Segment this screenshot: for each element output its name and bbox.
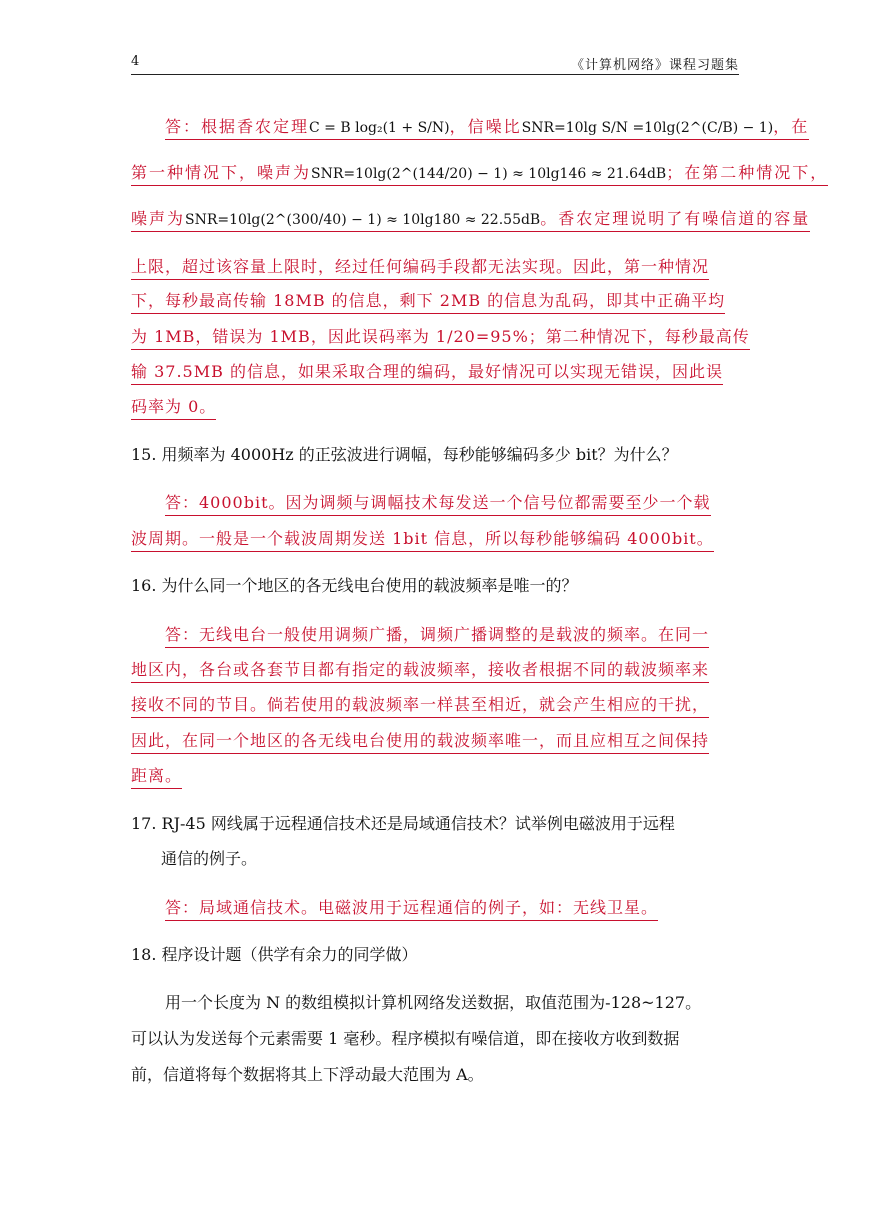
answer-14-text-line: 输 37.5MB 的信息，如果采取合理的编码，最好情况可以实现无错误，因此误 <box>131 362 723 385</box>
answer-14-line-1 <box>165 116 809 139</box>
question-16: 16. 为什么同一个地区的各无线电台使用的载波频率是唯一的？ <box>131 576 578 595</box>
question-18: 18. 程序设计题（供学有余力的同学做） <box>131 945 418 964</box>
answer-15-text-line: 波周期。一般是一个载波周期发送 1bit 信息，所以每秒能够编码 4000bit。 <box>131 529 714 552</box>
answer-14-line-4 <box>131 256 709 278</box>
answer-14-text-5: 噪声为 <box>131 209 185 232</box>
formula-case-2: SNR=10lg(2^(300/40) − 1) ≈ 10lg180 ≈ 22.55dB <box>185 212 540 232</box>
answer-15-text-line: 答：4000bit。因为调频与调幅技术每发送一个信号位都需要至少一个载 <box>165 493 711 516</box>
answer-14-line-8 <box>131 396 216 418</box>
answer-14-text-3: 第一种情况下，噪声为 <box>131 163 311 186</box>
answer-14-text-line: 上限，超过该容量上限时，经过任何编码手段都无法实现。因此，第一种情况 <box>131 257 709 280</box>
answer-14-text-line: 下，每秒最高传输 18MB 的信息，剩下 2MB 的信息为乱码，即其中正确平均 <box>131 291 725 314</box>
question-17-line-1: 17. RJ-45 网线属于远程通信技术还是局域通信技术？试举例电磁波用于远程 <box>131 814 675 833</box>
page-header <box>131 52 739 75</box>
formula-snr: SNR=10lg S/N =10lg(2^(C/B) − 1) <box>522 120 774 140</box>
answer-16-text-line: 距离。 <box>131 766 182 789</box>
answer-16-line-2 <box>131 659 709 681</box>
answer-16-line-5 <box>131 765 182 787</box>
answer-17 <box>165 897 658 919</box>
answer-16-line-4 <box>131 730 709 752</box>
formula-shannon: C = B log₂(1 + S/N) <box>309 120 450 140</box>
answer-16-text-line: 地区内，各台或各套节目都有指定的载波频率，接收者根据不同的载波频率来 <box>131 660 709 683</box>
answer-16-line-1 <box>165 624 709 646</box>
answer-14-text-line: 为 1MB，错误为 1MB，因此误码率为 1/20=95%；第二种情况下，每秒最高传 <box>131 327 750 350</box>
question-17-line-2: 通信的例子。 <box>161 849 258 868</box>
page-number: 4 <box>131 54 140 69</box>
question-18-body-line-2: 可以认为发送每个元素需要 1 毫秒。程序模拟有噪信道，即在接收方收到数据 <box>131 1029 680 1048</box>
answer-14-text-4: ；在第二种情况下， <box>666 163 828 186</box>
answer-14-line-2 <box>131 162 828 185</box>
question-18-body-line-3: 前，信道将每个数据将其上下浮动最大范围为 A。 <box>131 1065 484 1084</box>
answer-16-text-line: 答：无线电台一般使用调频广播，调频广播调整的是载波的频率。在同一 <box>165 625 709 648</box>
answer-14-line-3 <box>131 208 810 231</box>
question-15: 15. 用频率为 4000Hz 的正弦波进行调幅，每秒能够编码多少 bit？为什么？ <box>131 445 678 464</box>
answer-16-text-line: 因此，在同一个地区的各无线电台使用的载波频率唯一，而且应相互之间保持 <box>131 731 709 754</box>
answer-14-line-7 <box>131 361 723 383</box>
answer-14-text-2: ，在 <box>773 117 809 140</box>
answer-14-prefix: 答：根据香农定理 <box>165 117 309 140</box>
answer-16-line-3 <box>131 694 709 716</box>
answer-14-text-1: ，信噪比 <box>450 117 522 140</box>
answer-14-line-5 <box>131 290 725 312</box>
formula-case-1: SNR=10lg(2^(144/20) − 1) ≈ 10lg146 ≈ 21.64dB <box>311 166 666 186</box>
book-title: 《计算机网络》课程习题集 <box>570 58 739 73</box>
question-18-body-line-1: 用一个长度为 N 的数组模拟计算机网络发送数据，取值范围为-128~127。 <box>165 993 702 1012</box>
answer-15-line-2 <box>131 528 714 550</box>
answer-14-text-line: 码率为 0。 <box>131 397 216 420</box>
answer-16-text-line: 接收不同的节目。倘若使用的载波频率一样甚至相近，就会产生相应的干扰， <box>131 695 709 718</box>
answer-15-line-1 <box>165 492 711 514</box>
answer-14-line-6 <box>131 326 750 348</box>
answer-17-text: 答：局域通信技术。电磁波用于远程通信的例子，如：无线卫星。 <box>165 898 658 921</box>
answer-14-text-6: 。香农定理说明了有噪信道的容量 <box>540 209 810 232</box>
